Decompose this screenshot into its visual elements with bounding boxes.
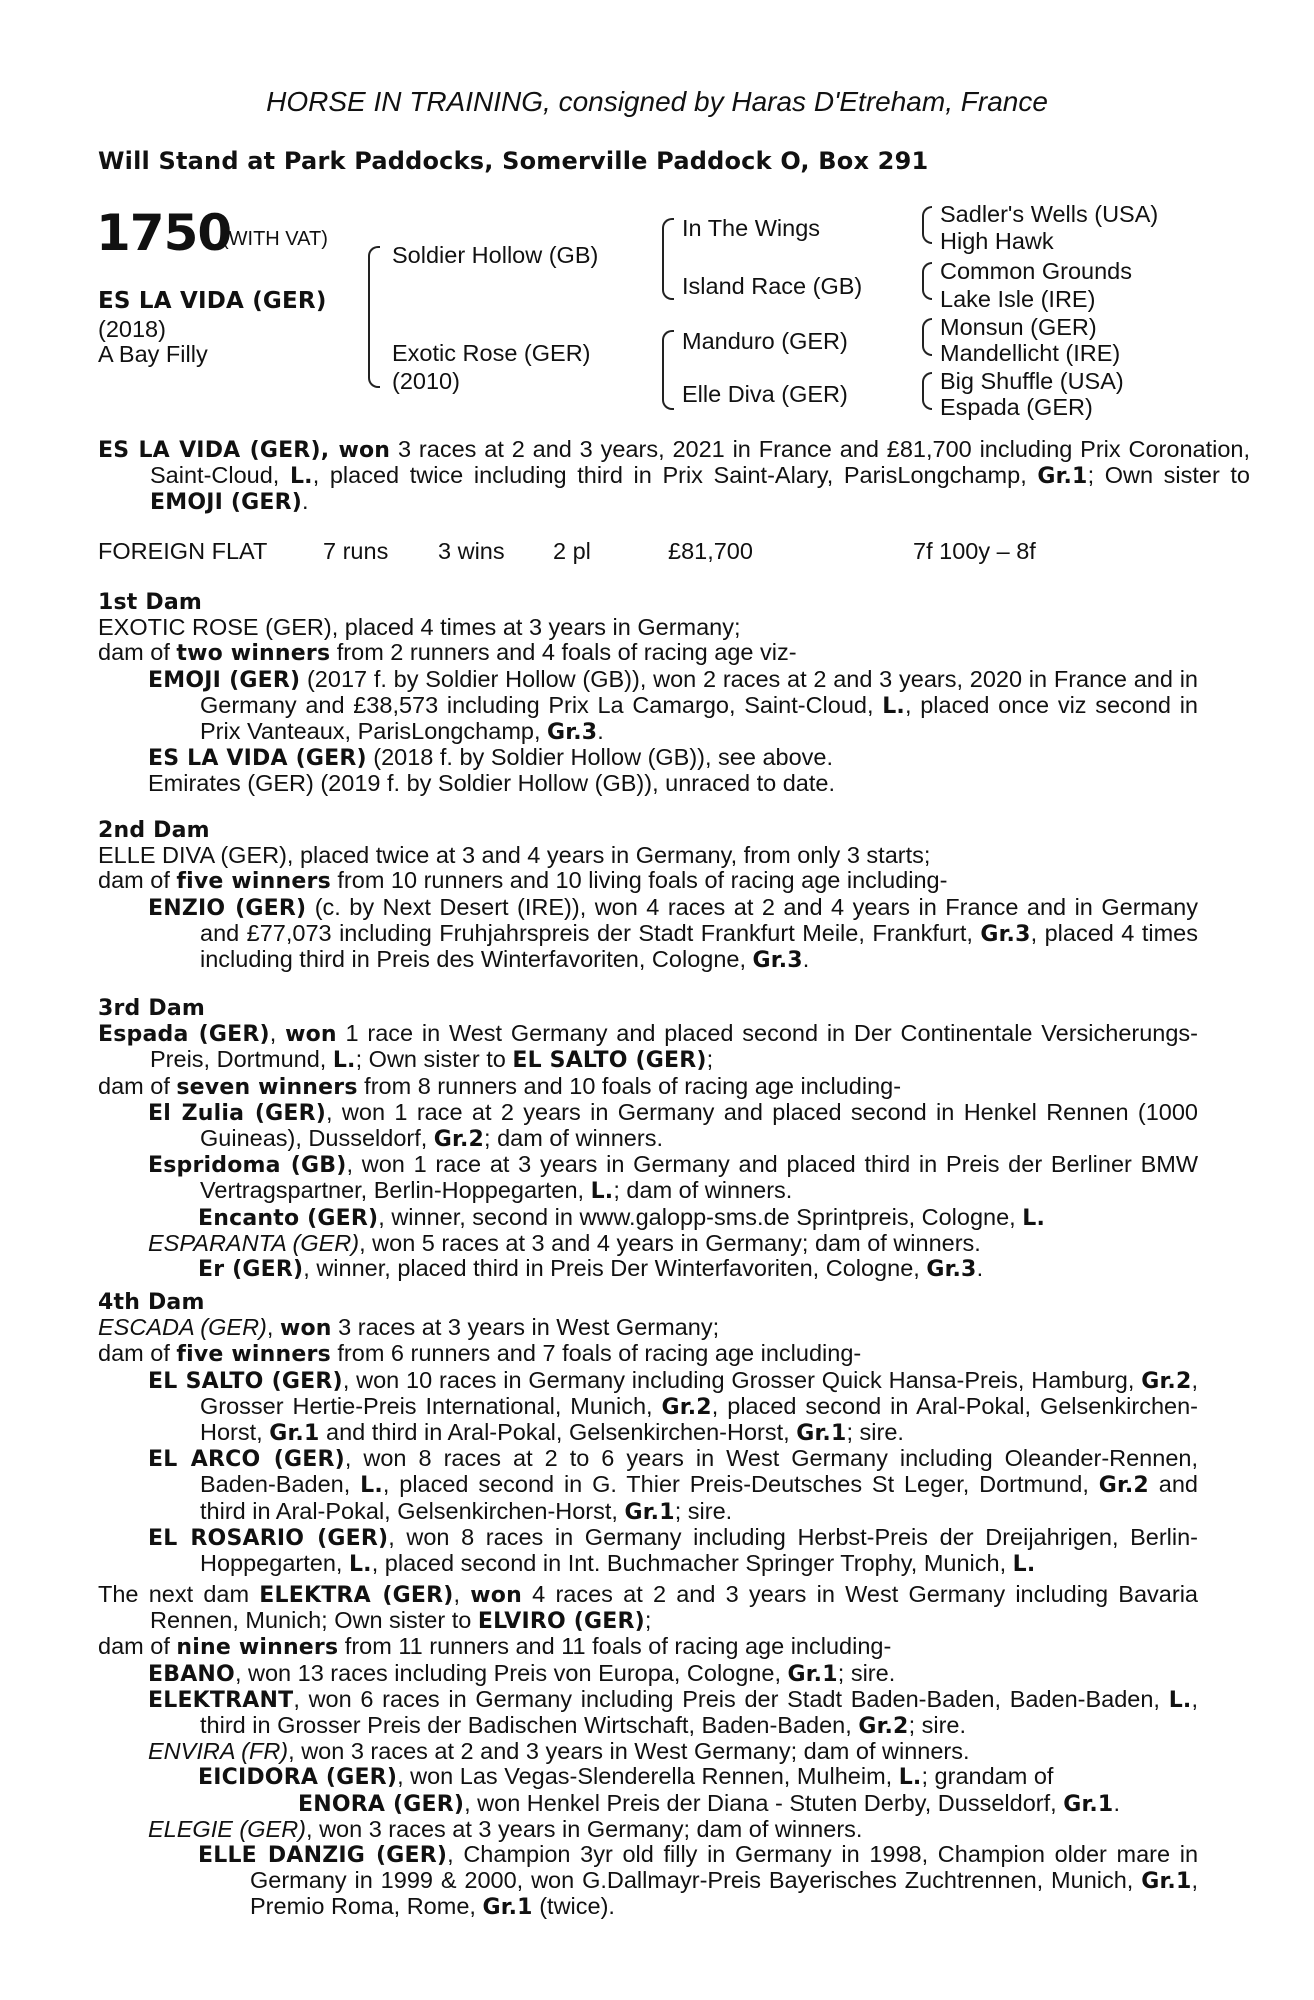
sd-sire: Common Grounds [940,258,1132,284]
pedigree-bracket [922,372,932,410]
record-places: 2 pl [553,538,591,564]
record-prize: £81,700 [668,538,753,564]
sire-sire: In The Wings [682,215,821,241]
ds-dam: Mandellicht (IRE) [940,340,1121,366]
section-heading: 1st Dam [98,590,203,615]
pedigree-bracket [922,206,932,244]
sire-dam: Island Race (GB) [682,273,863,299]
stand-location: Will Stand at Park Paddocks, Somerville Paddock O, Box 291 [98,147,929,175]
horse-description: A Bay Filly [98,341,208,367]
ds-sire: Monsun (GER) [940,314,1097,340]
pedigree-bracket [922,318,932,356]
first-dam-section: 1st Dam EXOTIC ROSE (GER), placed 4 times at 3 years in Germany; dam of two winners from 2 runners and 4 foals of racing age viz- EMOJI (GER) (2017 f. by Soldier Hollow (GB)), won 2 races at 2 and 3 years, 2020 in France and in Germany and £38,573 including Prix La Camargo, Saint-Cloud, L., placed once viz second in Prix Vanteaux, ParisLongchamp, Gr.3. ES LA VIDA (GER) (2018 f. by Soldier Hollow (GB)), see above. Emirates (GER) (2019 f. by Soldier Hollow (GB)), unraced to date. [98,590,1198,797]
sd-dam: Lake Isle (IRE) [940,286,1096,312]
dam-sire: Manduro (GER) [682,328,848,354]
dd-dam: Espada (GER) [940,394,1093,420]
pedigree-bracket [662,218,674,300]
second-dam-section: 2nd Dam ELLE DIVA (GER), placed twice at 3 and 4 years in Germany, from only 3 starts; dam of five winners from 10 runners and 10 living foals of racing age including- ENZIO (GER) (c. by Next Desert (IRE)), won 4 races at 2 and 4 years in France and in Germany and £77,073 including Fruhjahrspreis der Stadt Frankfurt Meile, Frankfurt, Gr.3, placed 4 times including third in Preis des Winterfavoriten, Cologne, Gr.3. [98,818,1198,974]
vat-label: (WITH VAT) [222,228,328,250]
record-label: FOREIGN FLAT [98,538,268,564]
section-heading: 2nd Dam [98,818,210,843]
dam-year: (2010) [392,368,460,394]
ss-dam: High Hawk [940,228,1054,254]
fourth-dam-section: 4th Dam ESCADA (GER), won 3 races at 3 years in West Germany; dam of five winners from 6 runners and 7 foals of racing age including- EL SALTO (GER), won 10 races in Germany including Grosser Quick Hansa-Preis, Hamburg, Gr.2, Grosser Hertie-Preis International, Munich, Gr.2, placed second in Aral-Pokal, Gelsenkirchen-Horst, Gr.1 and third in Aral-Pokal, Gelsenkirchen-Horst, Gr.1; sire. EL ARCO (GER), won 8 races at 2 to 6 years in West Germany including Oleander-Rennen, Baden-Baden, L., placed second in G. Thier Preis-Deutsches St Leger, Dortmund, Gr.2 and third in Aral-Pokal, Gelsenkirchen-Horst, Gr.1; sire. EL ROSARIO (GER), won 8 races in Germany including Herbst-Preis der Dreijahrigen, Berlin-Hoppegarten, L., placed second in Int. Buchmacher Springer Trophy, Munich, L. [98,1290,1198,1578]
dd-sire: Big Shuffle (USA) [940,368,1124,394]
foaled-year: (2018) [98,316,166,342]
pedigree-bracket [922,262,932,300]
pedigree-bracket [662,330,674,410]
record-wins: 3 wins [438,538,505,564]
horse-name: ES LA VIDA (GER) [98,288,327,314]
ss-sire: Sadler's Wells (USA) [940,201,1159,227]
record-runs: 7 runs [323,538,389,564]
next-dam-section: The next dam ELEKTRA (GER), won 4 races at 2 and 3 years in West Germany including Bavaria Rennen, Munich; Own sister to ELVIRO (GER); dam of nine winners from 11 runners and 11 foals of racing age including- EBANO, won 13 races including Preis von Europa, Cologne, Gr.1; sire. ELEKTRANT, won 6 races in Germany including Preis der Stadt Baden-Baden, Baden-Baden, L., third in Grosser Preis der Badischen Wirtschaft, Baden-Baden, Gr.2; sire. ENVIRA (FR), won 3 races at 2 and 3 years in West Germany; dam of winners. EICIDORA (GER), won Las Vegas-Slenderella Rennen, Mulheim, L.; grandam of ENORA (GER), won Henkel Preis der Diana - Stuten Derby, Dusseldorf, Gr.1. ELEGIE (GER), won 3 races at 3 years in Germany; dam of winners. ELLE DANZIG (GER), Champion 3yr old filly in Germany in 1998, Champion older mare in Germany in 1999 & 2000, won G.Dallmayr-Preis Bayerisches Zuchtrennen, Munich, Gr.1, Premio Roma, Rome, Gr.1 (twice). [98,1581,1199,1921]
third-dam-section: 3rd Dam Espada (GER), won 1 race in West Germany and placed second in Der Continentale Versicherungs- Preis, Dortmund, L.; Own sister to EL SALTO (GER); dam of seven winners from 8 runners and 10 foals of racing age including- El Zulia (GER), won 1 race at 2 years in Germany and placed second in Henkel Rennen (1000 Guineas), Dusseldorf, Gr.2; dam of winners. Espridoma (GB), won 1 race at 3 years in Germany and placed third in Preis der Berliner BMW Vertragspartner, Berlin-Hoppegarten, L.; dam of winners. Encanto (GER), winner, second in www.galopp-sms.de Sprintpreis, Cologne, L. ESPARANTA (GER), won 5 races at 3 and 4 years in Germany; dam of winners. Er (GER), winner, placed third in Preis Der Winterfavoriten, Cologne, Gr.3. [98,996,1199,1283]
race-summary: ES LA VIDA (GER), won 3 races at 2 and 3 years, 2021 in France and £81,700 including Prix Coronation, Saint-Cloud, L., placed twice including third in Prix Saint-Alary, ParisLongchamp, Gr.1; Own sister to EMOJI (GER). [98,436,1251,516]
section-heading: 3rd Dam [98,996,205,1021]
record-distance: 7f 100y – 8f [913,538,1036,564]
lot-number: 1750 [96,204,232,262]
page-title: HORSE IN TRAINING, consigned by Haras D'Etreham, France [266,86,1048,117]
section-heading: 4th Dam [98,1290,205,1315]
pedigree-bracket [368,246,380,388]
dam: Exotic Rose (GER) [392,340,591,366]
dam-dam: Elle Diva (GER) [682,381,848,407]
sire: Soldier Hollow (GB) [392,242,599,268]
